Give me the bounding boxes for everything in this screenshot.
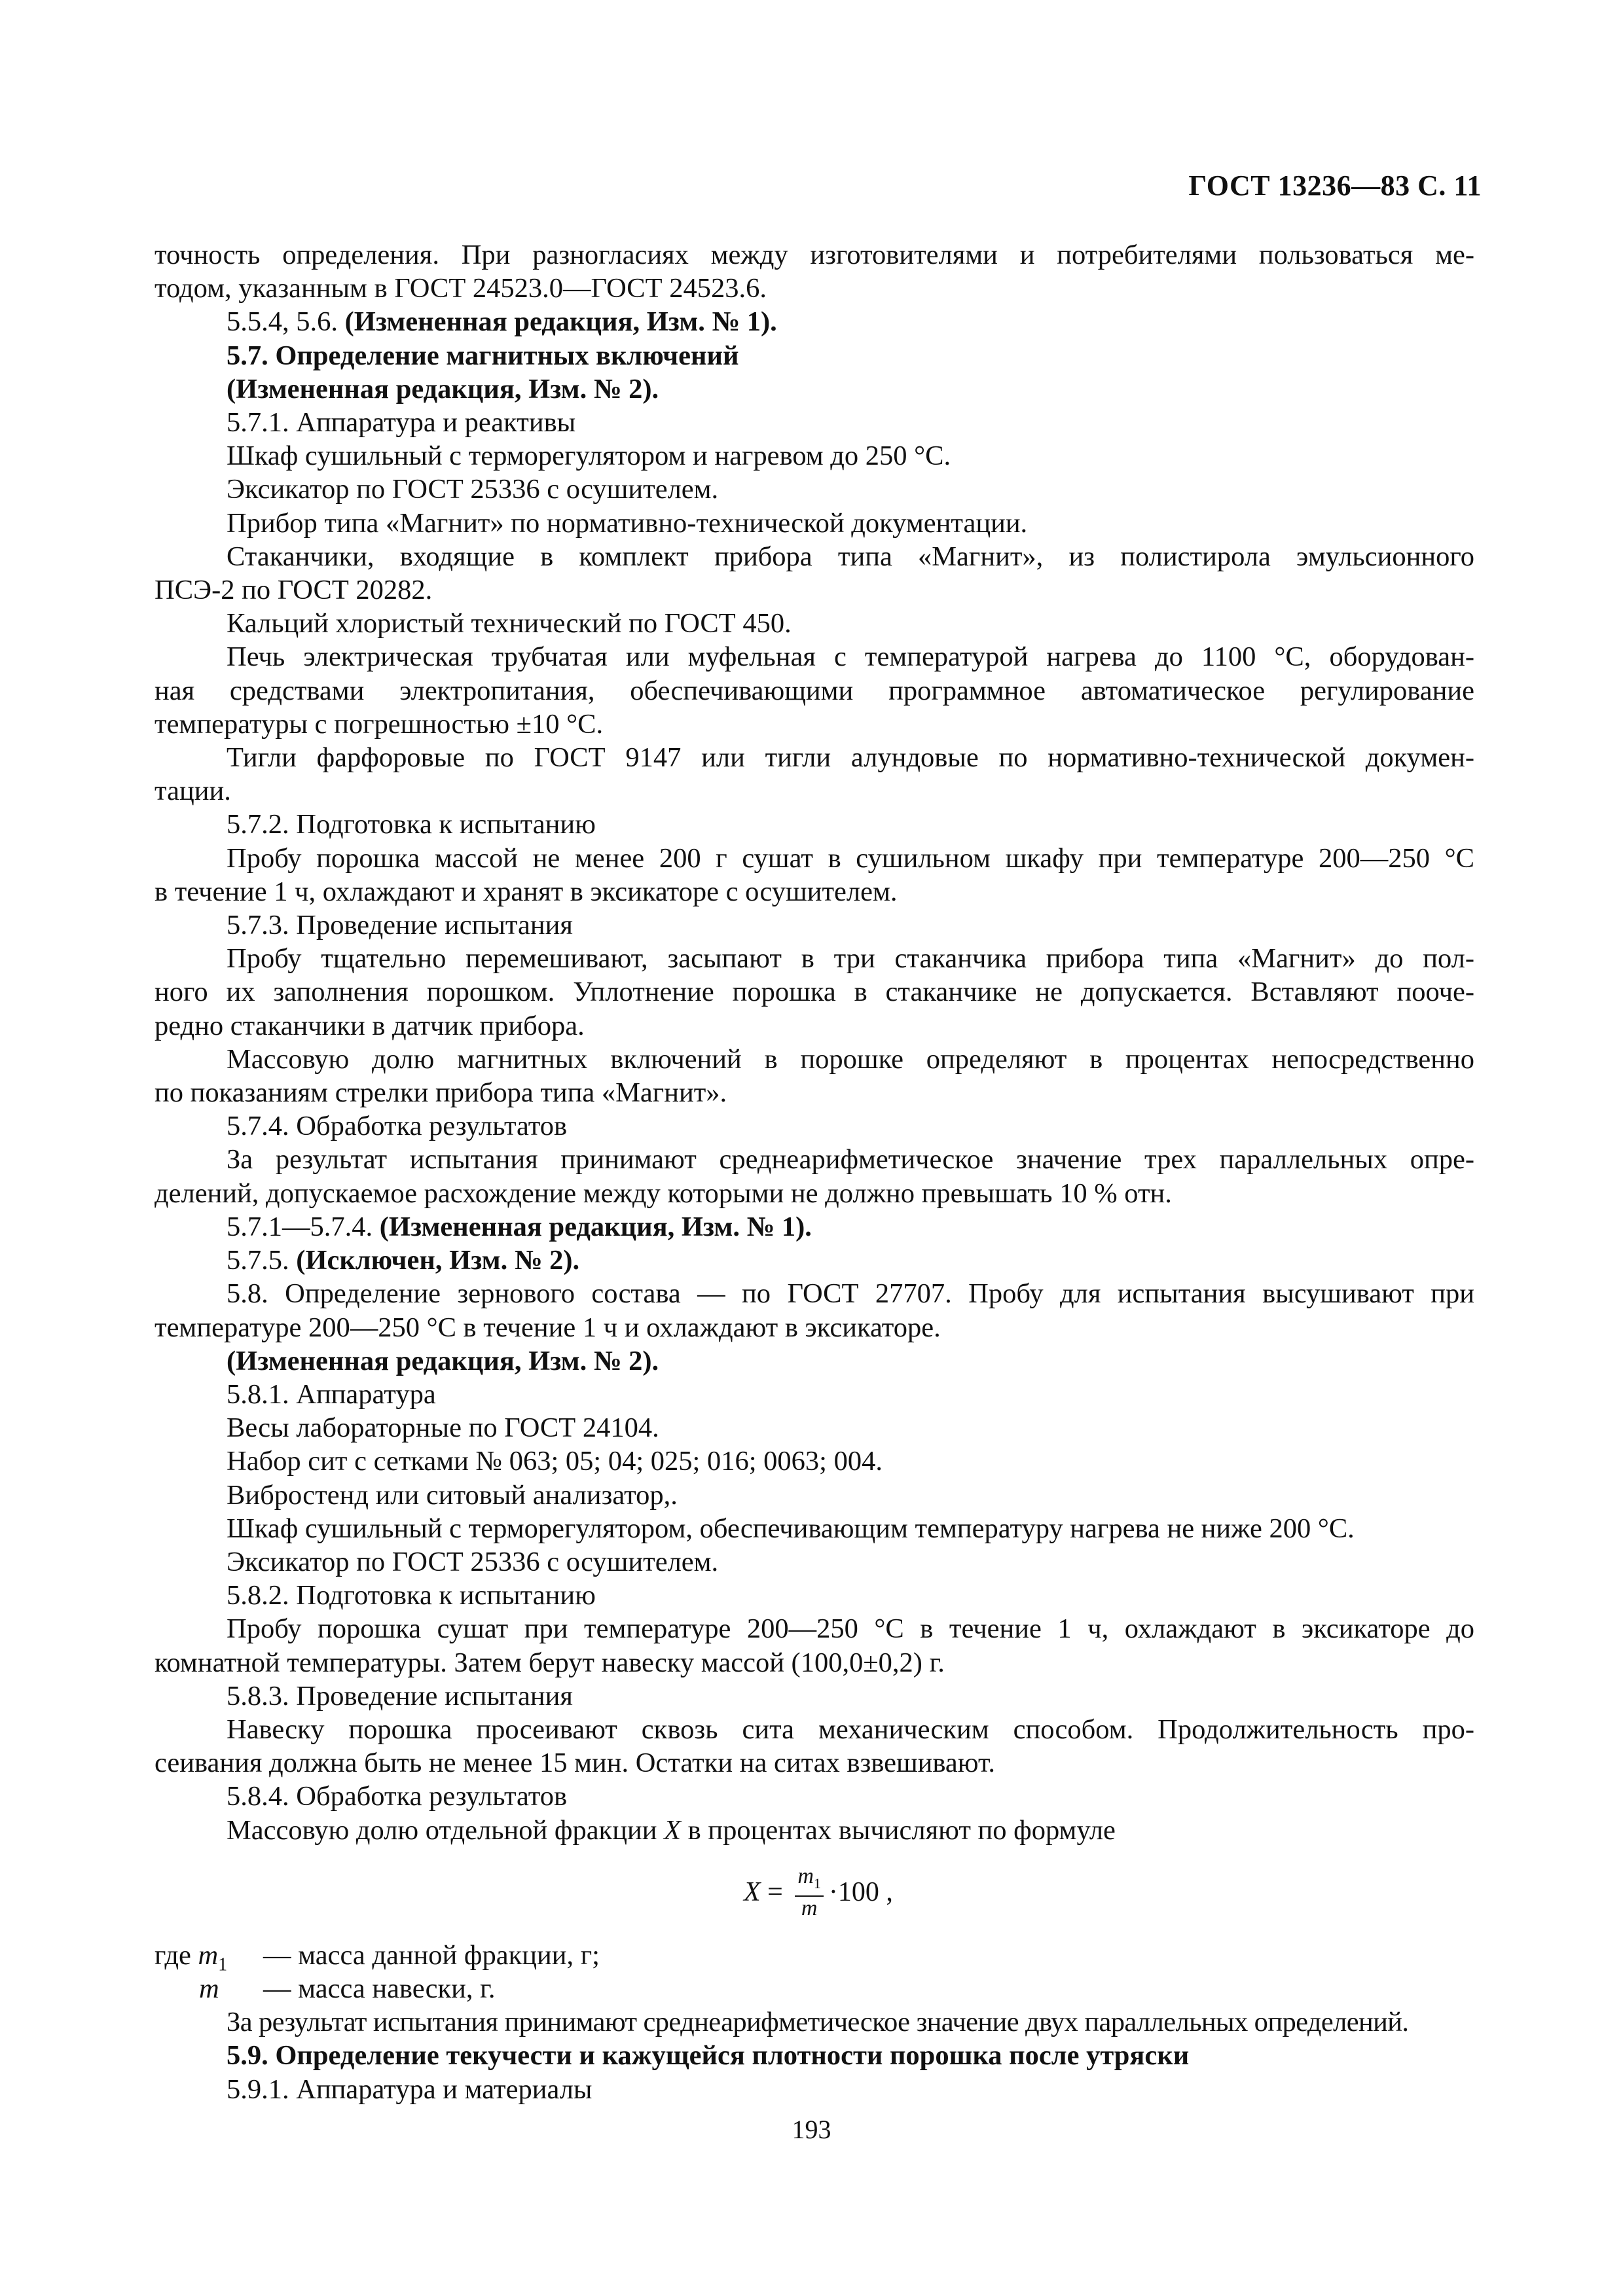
paragraph: в течение 1 ч, охлаждают и хранят в эксикаторе с осушителем. (155, 876, 898, 907)
clause-ref: 5.7.1—5.7.4. (227, 1211, 380, 1242)
subsection-heading: 5.9.1. Аппаратура и материалы (227, 2073, 593, 2105)
page-number: 193 (792, 2115, 831, 2144)
list-item: Кальций хлористый технический по ГОСТ 450. (227, 608, 792, 639)
list-item: Вибростенд или ситовый анализатор,. (227, 1479, 678, 1511)
subsection-heading: 5.7.1. Аппаратура и реактивы (227, 407, 576, 439)
paragraph: ного их заполнения порошком. Уплотнение порошка в стаканчике не допускается. Вставляют пооче- (155, 977, 1474, 1008)
variable-definition (155, 1939, 1474, 1975)
variable-subscript: 1 (218, 1954, 228, 1975)
formula-numerator-sub: 1 (813, 1875, 821, 1892)
subsection-heading: 5.8.2. Подготовка к испытанию (227, 1580, 596, 1611)
paragraph: сеивания должна быть не менее 15 мин. Остатки на ситах взвешивают. (155, 1748, 995, 1779)
list-item: Набор сит с сетками № 063; 05; 04; 025; 016; 0063; 004. (227, 1446, 883, 1477)
clause-ref: 5.5.4, 5.6. (227, 306, 345, 338)
amendment-note (155, 1244, 1474, 1277)
paragraph: 5.8. Определение зернового состава — по ГОСТ 27707. Пробу для испытания высушивают при (227, 1278, 1474, 1310)
amendment-note: (Измененная редакция, Изм. № 2). (227, 373, 659, 404)
paragraph: Печь электрическая трубчатая или муфельная с температурой нагрева до 1100 °С, оборудован- (227, 641, 1474, 673)
where-word: где (155, 1939, 198, 1971)
paragraph: Пробу порошка массой не менее 200 г сушат в сушильном шкафу при температуре 200—250 °С (227, 842, 1474, 874)
list-item: Эксикатор по ГОСТ 25336 с осушителем. (227, 1546, 719, 1577)
subsection-heading: 5.8.4. Обработка результатов (227, 1781, 568, 1812)
paragraph: ПСЭ-2 по ГОСТ 20282. (155, 575, 433, 606)
formula-numerator (795, 1865, 824, 1897)
list-item: Прибор типа «Магнит» по нормативно-технической документации. (227, 507, 1028, 539)
paragraph (155, 1814, 1474, 1847)
amendment-text: (Исключен, Изм. № 2). (296, 1245, 580, 1276)
formula (155, 1847, 1474, 1939)
subsection-heading: 5.8.3. Проведение испытания (227, 1680, 573, 1712)
paragraph: Пробу тщательно перемешивают, засыпают в три стаканчика прибора типа «Магнит» до пол- (227, 943, 1474, 975)
list-item: Весы лабораторные по ГОСТ 24104. (227, 1412, 659, 1444)
paragraph: За результат испытания принимают среднеарифметическое значение трех параллельных опре- (227, 1144, 1474, 1175)
amendment-text: (Измененная редакция, Изм. № 1). (379, 1211, 812, 1242)
paragraph: тации. (155, 776, 231, 807)
subsection-heading: 5.7.4. Обработка результатов (227, 1111, 568, 1142)
variable-symbol: m (198, 1939, 219, 1971)
paragraph: тодом, указанным в ГОСТ 24523.0—ГОСТ 24523.6. (155, 273, 767, 304)
amendment-note (155, 1210, 1474, 1244)
paragraph: Навеску порошка просеивают сквозь сита механическим способом. Продолжительность про- (227, 1713, 1474, 1745)
variable-description: — масса навески, г. (263, 1973, 496, 2004)
document-body (155, 238, 1474, 2106)
paragraph: температуре 200—250 °С в течение 1 ч и охлаждают в эксикаторе. (155, 1312, 941, 1343)
formula-denominator: m (801, 1896, 818, 1921)
variable-definition (155, 1972, 1474, 2005)
formula-numerator-var: m (797, 1864, 814, 1889)
page-header: ГОСТ 13236—83 С. 11 (1188, 170, 1482, 202)
subsection-heading: 5.8.1. Аппаратура (227, 1378, 436, 1410)
section-heading: 5.9. Определение текучести и кажущейся плотности порошка после утряски (227, 2040, 1190, 2072)
list-item: Шкаф сушильный с терморегулятором, обеспечивающим температуру нагрева не ниже 200 °С. (227, 1513, 1355, 1544)
list-item: Эксикатор по ГОСТ 25336 с осушителем. (227, 474, 719, 505)
formula-multiplier: ·100 , (828, 1877, 893, 1908)
paragraph: Стаканчики, входящие в комплект прибора типа «Магнит», из полистирола эмульсионного (227, 541, 1474, 572)
amendment-note: (Измененная редакция, Изм. № 2). (227, 1345, 659, 1376)
section-heading: 5.7. Определение магнитных включений (227, 340, 739, 371)
text: Массовую долю отдельной фракции (227, 1814, 665, 1846)
subsection-heading: 5.7.3. Проведение испытания (227, 910, 573, 941)
formula-fraction (795, 1865, 824, 1920)
variable-description: — масса данной фракции, г; (263, 1939, 600, 1971)
paragraph: ная средствами электропитания, обеспечивающими программное автоматическое регулирование (155, 675, 1474, 706)
paragraph: по показаниям стрелки прибора типа «Магнит». (155, 1077, 727, 1109)
formula-equals: = (760, 1877, 790, 1908)
formula-lhs: X (744, 1877, 761, 1908)
text: в процентах вычисляют по формуле (681, 1814, 1116, 1846)
clause-ref: 5.7.5. (227, 1245, 297, 1276)
paragraph: точность определения. При разногласиях между изготовителями и потребителями пользоваться ме- (155, 240, 1474, 270)
paragraph: редно стаканчики в датчик прибора. (155, 1010, 585, 1041)
paragraph: Тигли фарфоровые по ГОСТ 9147 или тигли алундовые по нормативно-технической докумен- (227, 742, 1474, 774)
amendment-note (155, 305, 1474, 338)
paragraph: Пробу порошка сушат при температуре 200—250 °С в течение 1 ч, охлаждают в эксикаторе до (227, 1613, 1474, 1645)
variable: m (199, 1973, 219, 2004)
variable: X (664, 1814, 682, 1846)
variable (198, 1939, 228, 1975)
subsection-heading: 5.7.2. Подготовка к испытанию (227, 809, 596, 840)
paragraph: температуры с погрешностью ±10 °С. (155, 708, 604, 740)
paragraph: делений, допускаемое расхождение между которыми не должно превышать 10 % отн. (155, 1177, 1172, 1209)
paragraph: Массовую долю магнитных включений в порошке определяют в процентах непосредственно (227, 1043, 1474, 1075)
paragraph: За результат испытания принимают среднеарифметическое значение двух параллельных определений. (227, 2007, 1409, 2038)
paragraph: комнатной температуры. Затем берут навеску массой (100,0±0,2) г. (155, 1647, 945, 1678)
list-item: Шкаф сушильный с терморегулятором и нагревом до 250 °С. (227, 440, 951, 472)
amendment-text: (Измененная редакция, Изм. № 1). (344, 306, 777, 338)
